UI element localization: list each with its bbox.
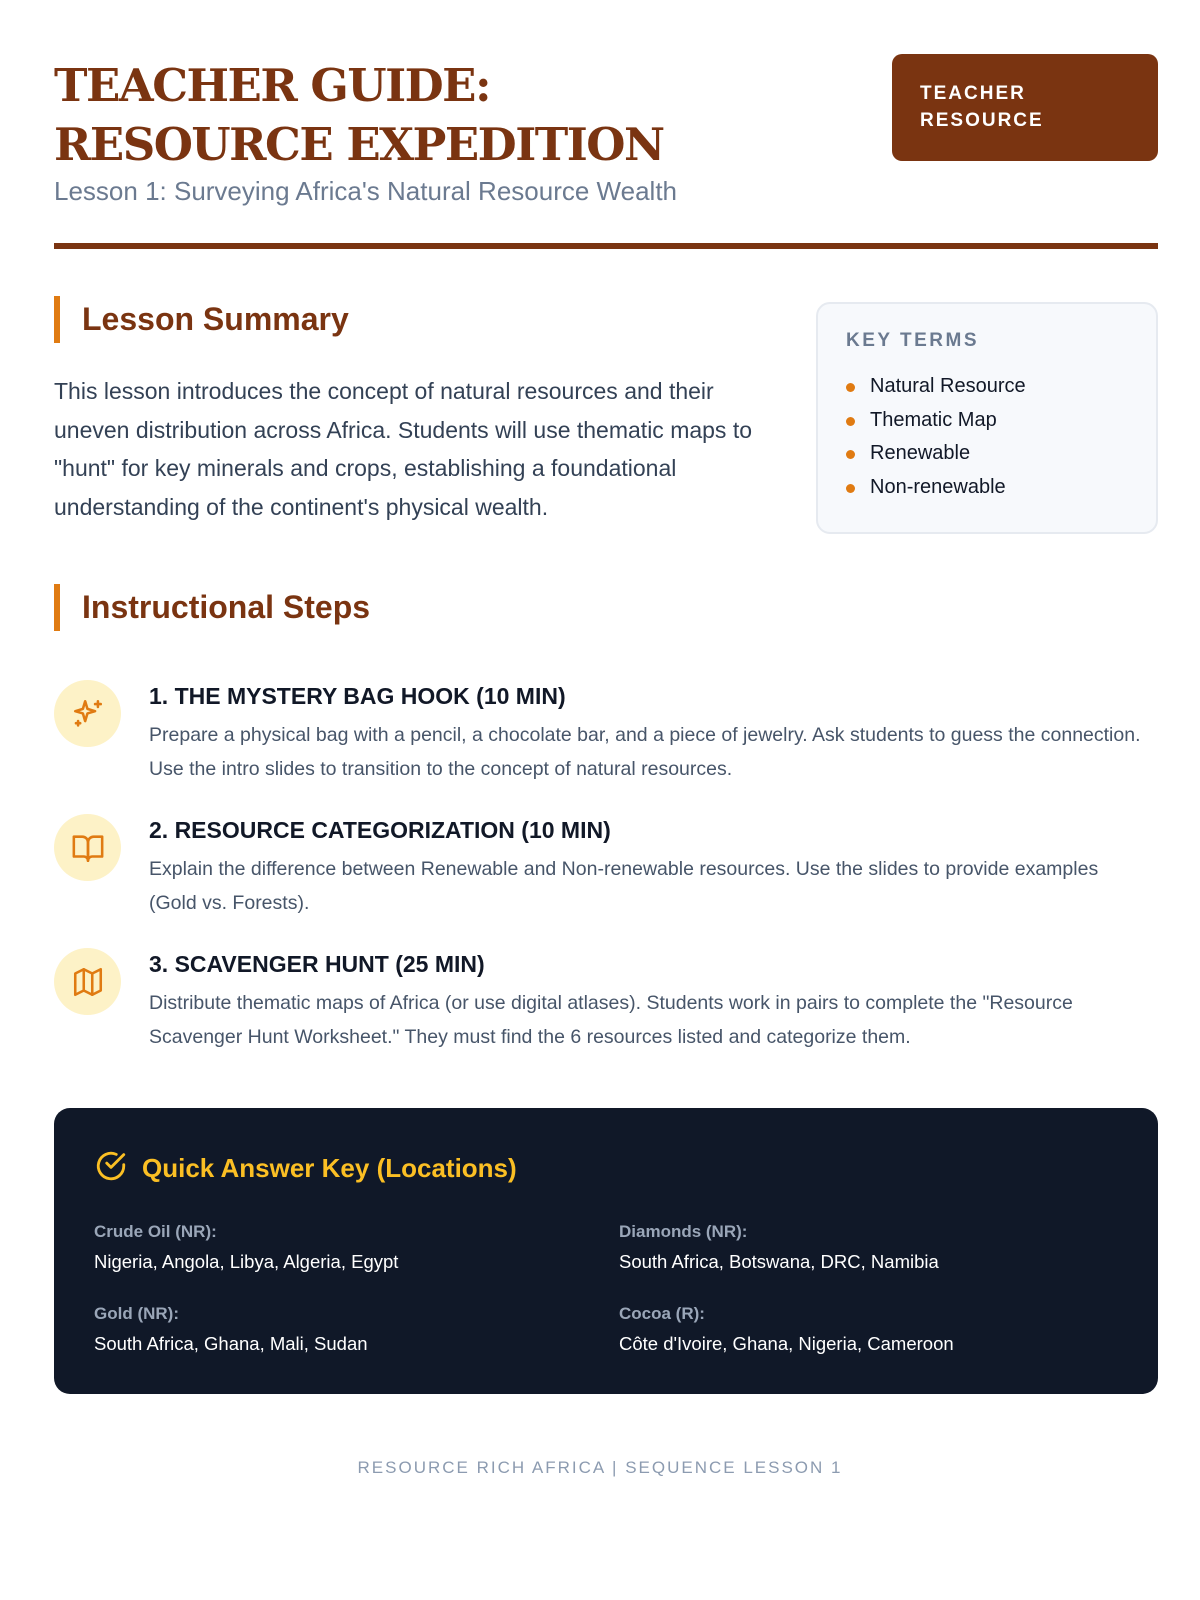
answer-item: [619, 1220, 1119, 1275]
answer-key-card: [54, 1108, 1158, 1394]
key-term-item: Renewable: [846, 437, 1128, 471]
step-2-body: [149, 814, 1149, 920]
step-title: 2. RESOURCE CATEGORIZATION (10 MIN): [149, 817, 611, 843]
key-term-item: Natural Resource: [846, 370, 1128, 404]
step-description: Prepare a physical bag with a pencil, a chocolate bar, and a piece of jewelry. Ask students to guess the connection. Use the intro slides to transition to the concept of natural resources.: [149, 724, 1141, 780]
answer-key-heading: Quick Answer Key (Locations): [142, 1152, 517, 1183]
teacher-resource-badge: TEACHER RESOURCE: [892, 54, 1158, 161]
page-subtitle: Lesson 1: Surveying Africa's Natural Resource Wealth: [54, 176, 678, 206]
header-divider: [54, 243, 1158, 249]
answer-label: Diamonds (NR):: [619, 1222, 748, 1241]
key-term-item: Non-renewable: [846, 471, 1128, 505]
step-title: 1. THE MYSTERY BAG HOOK (10 MIN): [149, 683, 566, 709]
answer-key-header: [94, 1148, 1118, 1188]
step-1-body: [149, 680, 1149, 786]
answer-value: Nigeria, Angola, Libya, Algeria, Egypt: [94, 1251, 399, 1272]
page-title: TEACHER GUIDE: RESOURCE EXPEDITION: [54, 59, 664, 171]
key-term-item: Thematic Map: [846, 404, 1128, 438]
answer-label: Gold (NR):: [94, 1304, 179, 1323]
step-description: Distribute thematic maps of Africa (or use digital atlases). Students work in pairs to complete the "Resource Scavenger Hunt Worksheet." They must find the 6 resources listed and categorize them.: [149, 992, 1073, 1048]
sparkles-icon: [54, 680, 121, 747]
answer-label: Cocoa (R):: [619, 1304, 705, 1323]
check-circle-icon: [94, 1149, 128, 1188]
map-icon: [54, 948, 121, 1015]
answer-item: [94, 1302, 594, 1357]
book-open-icon: [54, 814, 121, 881]
answer-label: Crude Oil (NR):: [94, 1222, 217, 1241]
step-3-body: [149, 948, 1149, 1054]
lesson-summary-heading: Lesson Summary: [54, 296, 349, 343]
answer-item: [619, 1302, 1119, 1357]
step-description: Explain the difference between Renewable and Non-renewable resources. Use the slides to provide examples (Gold vs. Forests).: [149, 858, 1099, 914]
key-terms-heading: KEY TERMS: [846, 330, 980, 351]
step-title: 3. SCAVENGER HUNT (25 MIN): [149, 951, 485, 977]
lesson-summary-text: This lesson introduces the concept of natural resources and their uneven distribution across Africa. Students will use thematic maps to "hunt" for key minerals and crops, establishing a foundational understanding of the continent's physical wealth.: [54, 378, 753, 520]
answer-value: South Africa, Botswana, DRC, Namibia: [619, 1251, 939, 1272]
answer-value: South Africa, Ghana, Mali, Sudan: [94, 1333, 368, 1354]
page-footer: RESOURCE RICH AFRICA | SEQUENCE LESSON 1: [357, 1458, 843, 1477]
answer-item: [94, 1220, 594, 1275]
instructional-steps-heading: Instructional Steps: [54, 584, 370, 631]
answer-value: Côte d'Ivoire, Ghana, Nigeria, Cameroon: [619, 1333, 954, 1354]
key-terms-list: [846, 370, 1128, 504]
key-terms-card: [816, 302, 1158, 534]
